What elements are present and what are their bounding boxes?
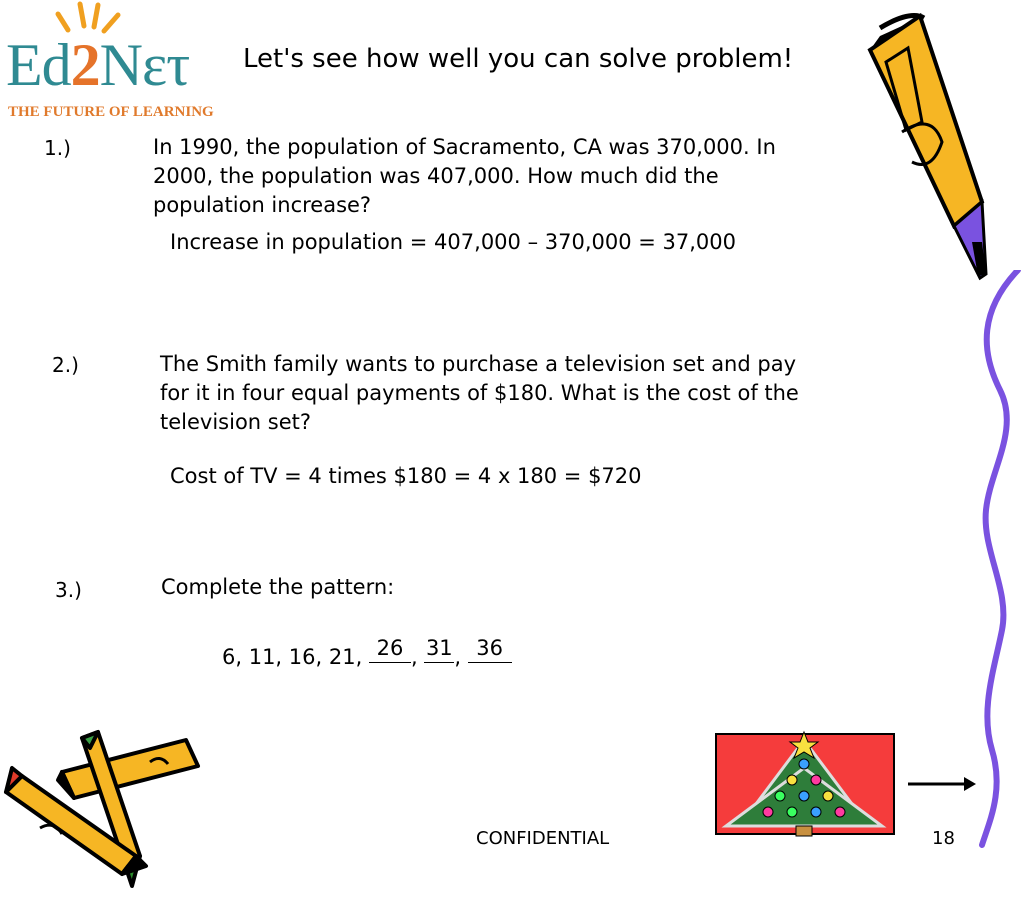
logo-part-two: 2 [70,32,100,98]
page-title: Let's see how well you can solve problem! [243,44,794,74]
pencil-clipart-icon [862,12,1002,282]
pattern-blank-3: 36 [468,636,512,663]
problem-2-answer: Cost of TV = 4 times $180 = 4 x 180 = $720 [170,464,642,488]
next-arrow-icon[interactable] [906,774,978,794]
page-number: 18 [932,828,955,849]
logo-tagline: THE FUTURE OF LEARNING [8,104,214,120]
pattern-blank-1: 26 [369,636,411,663]
problem-1-answer: Increase in population = 407,000 – 370,000 = 37,000 [170,230,737,254]
problem-2-number: 2.) [52,353,79,377]
pattern-blank-2: 31 [424,636,454,663]
logo-part-ed: Ed [6,32,71,98]
problem-3-text: Complete the pattern: [161,575,395,599]
christmas-tree-clipart-icon [712,728,898,838]
problem-2-text: The Smith family wants to purchase a television set and pay for it in four equal payments of $180. What is the cost of the television set? [160,352,799,434]
problem-1-number: 1.) [44,136,71,160]
pattern-prefix: 6, 11, 16, 21, [222,645,363,669]
logo [6,32,189,98]
crayons-clipart-icon [0,728,205,893]
footer-confidential: CONFIDENTIAL [476,828,610,849]
wavy-border-decoration [960,270,1024,850]
problem-1-text: In 1990, the population of Sacramento, CA was 370,000. In 2000, the population was 407,000. How much did the population increase? [153,135,776,217]
problem-3-number: 3.) [55,578,82,602]
logo-part-net: Nετ [99,32,190,98]
pattern-sequence: 6, 11, 16, 21, 26 , 31, 36 [222,642,512,669]
